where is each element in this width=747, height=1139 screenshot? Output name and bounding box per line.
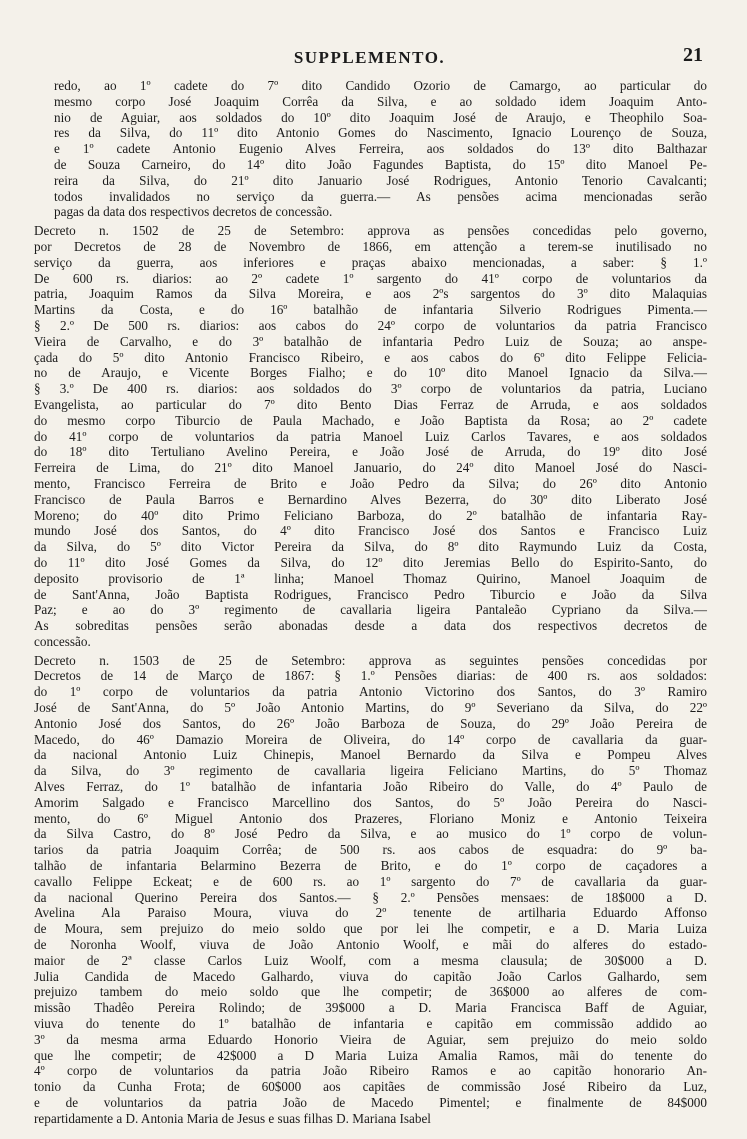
text-line: Paz; e ao do 3º regimento de cavallaria ligeira Pantaleão Cypriano da Silva.—	[34, 602, 707, 618]
text-line: de Sant'Anna, João Baptista Rodrigues, Francisco Pedro Tiburcio e João da Silva	[34, 586, 707, 602]
text-line: talhão de infantaria Belarmino Bezerra de Brito, e do 1º corpo de caçadores a	[34, 858, 707, 874]
text-line: de Souza Carneiro, do 14º dito João Fagundes Baptista, do 15º dito Manoel Pe-	[54, 156, 707, 172]
text-line: serviço da guerra, aos inferiores e praças abaixo mencionadas, a saber: § 1.º	[34, 254, 707, 270]
text-line: Decreto n. 1502 de 25 de Setembro: approva as pensões concedidas pelo governo,	[34, 223, 707, 239]
text-line: da nacional Antonio Luiz Chinepis, Manoel Bernardo da Silva e Pompeu Alves	[34, 747, 707, 763]
text-line: mesmo corpo José Joaquim Corrêa da Silva, e ao soldado idem Joaquim Anto-	[54, 93, 707, 109]
text-line: José de Sant'Anna, do 5º João Antonio Martins, do 9º Severiano da Silva, do 22º	[34, 700, 707, 716]
text-line: Evangelista, ao particular do 7º dito Bento Dias Ferraz de Arruda, e aos soldados	[34, 396, 707, 412]
text-line: 4º corpo de voluntarios da patria João Ribeiro Ramos e ao capitão honorario An-	[34, 1063, 707, 1079]
text-line: que lhe competir; de 42$000 a D Maria Luiza Amalia Ramos, mãi do tenente do	[34, 1047, 707, 1063]
text-line: Antonio José dos Santos, do 26º João Barboza de Souza, do 29º João Pereira de	[34, 715, 707, 731]
text-line: de Moura, sem prejuizo do meio soldo que por lei lhe competir, e a D. Maria Luiza	[34, 921, 707, 937]
text-line: mento, do 6º Miguel Antonio dos Prazeres, Floriano Moniz e Antonio Teixeira	[34, 810, 707, 826]
text-line: deposito provisorio de 1ª linha; Manoel Thomaz Quirino, Manoel Joaquim de	[34, 570, 707, 586]
text-line: do 11º dito José Gomes da Silva, do 12º dito Jeremias Bello do Espirito-Santo, do	[34, 554, 707, 570]
running-title: SUPPLEMENTO.	[293, 48, 446, 67]
text-line: todos invalidados no serviço da guerra.— As pensões acima mencionadas serão	[54, 188, 707, 204]
text-line: viuva do tenente do 1º batalhão de infantaria e capitão em commissão addido ao	[34, 1016, 707, 1032]
paragraph	[32, 78, 707, 220]
text-line: da Silva Castro, do 8º José Pedro da Silva, e ao musico do 1º corpo de volun-	[34, 826, 707, 842]
text-line: e 1º cadete Antonio Eugenio Alves Ferreira, aos soldados do 13º dito Balthazar	[54, 141, 707, 157]
text-line: Decreto n. 1503 de 25 de Setembro: approva as seguintes pensões concedidas por	[34, 652, 707, 668]
text-line: Amorim Salgado e Francisco Marcellino dos Santos, do 5º João Pereira do Nasci-	[34, 794, 707, 810]
paragraph	[32, 653, 707, 1127]
text-line: mundo José dos Santos, do 4º dito Francisco José dos Santos e Francisco Luiz	[34, 523, 707, 539]
text-line: missão Thadêo Pereira Rolindo; de 39$000 a D. Maria Francisca Baff de Aguiar,	[34, 1000, 707, 1016]
text-line: maior de 2ª classe Carlos Luiz Woolf, com a mesma clausula; de 30$000 a D.	[34, 952, 707, 968]
text-line: do 41º corpo de voluntarios da patria Manoel Luiz Carlos Tavares, e aos soldados	[34, 428, 707, 444]
text-line: da Silva, do 3º regimento de cavallaria ligeira Feliciano Martins, do 5º Thomaz	[34, 763, 707, 779]
text-line: concessão.	[34, 633, 91, 649]
text-line: do mesmo corpo Tiburcio de Paula Machado, e João Baptista da Rosa; ao 2º cadete	[34, 412, 707, 428]
text-line: Julia Candida de Macedo Galhardo, viuva do capitão João Carlos Galhardo, sem	[34, 968, 707, 984]
text-line: e de voluntarios da patria João de Macedo Pimentel; e finalmente de 84$000	[34, 1095, 707, 1110]
text-line: redo, ao 1º cadete do 7º dito Candido Ozorio de Camargo, ao particular do	[54, 78, 707, 93]
text-line: tarios da patria Joaquim Corrêa; de 500 rs. aos cabos de esquadra: do 9º ba-	[34, 842, 707, 858]
text-line: por Decretos de 28 de Novembro de 1866, em attenção a terem-se inutilisado no	[34, 238, 707, 254]
text-line: res da Silva, do 11º dito Antonio Gomes do Nascimento, Ignacio Lourenço de Souza,	[54, 125, 707, 141]
text-line: Martins da Costa, e do 16º batalhão de infantaria Silverio Rodrigues Pimenta.—	[34, 302, 707, 318]
text-line: Alves Ferraz, do 1º batalhão de infantaria João Ribeiro do Valle, do 4º Paulo de	[34, 779, 707, 795]
text-line: patria, Joaquim Ramos da Silva Moreira, e aos 2ºs sargentos do 3º dito Malaquias	[34, 286, 707, 302]
text-line: da Silva, do 5º dito Victor Pereira da Silva, do 8º dito Raymundo Luiz da Costa,	[34, 539, 707, 555]
text-line: De 600 rs. diarios: ao 2º cadete 1º sargento do 41º corpo de voluntarios da	[34, 270, 707, 286]
text-line: nio de Aguiar, aos soldados do 10º dito Joaquim José de Araujo, e Theophilo Soa-	[54, 109, 707, 125]
page-number: 21	[683, 44, 703, 66]
text-line: cavallo Felippe Eckeat; e de 600 rs. ao 1º sargento do 7º de cavallaria da guar-	[34, 873, 707, 889]
text-line: mento, Francisco Ferreira de Brito e João Pedro da Silva; do 26º dito Antonio	[34, 475, 707, 491]
text-line: pagas da data dos respectivos decretos de concessão.	[54, 204, 333, 220]
text-line: da nacional Querino Pereira dos Santos.— § 2.º Pensões mensaes: de 18$000 a D.	[34, 889, 707, 905]
text-line: repartidamente a D. Antonia Maria de Jesus e suas filhas D. Mariana Isabel	[34, 1110, 431, 1126]
text-line: § 3.º De 400 rs. diarios: aos soldados do 3º corpo de voluntarios da patria, Luciano	[34, 381, 707, 397]
text-line: 3º da mesma arma Eduardo Honorio Vieira de Aguiar, sem prejuizo do meio soldo	[34, 1031, 707, 1047]
text-line: reira da Silva, do 21º dito Januario José Rodrigues, Antonio Tenorio Cavalcanti;	[54, 172, 707, 188]
page-header	[32, 44, 707, 72]
text-line: prejuizo tambem do meio soldo que lhe competir; de 36$000 ao alferes de com-	[34, 984, 707, 1000]
text-line: Vieira de Carvalho, e do 3º batalhão de infantaria Pedro Luiz de Souza; ao anspe-	[34, 333, 707, 349]
text-line: no de Araujo, e Vicente Borges Fialho; e do 10º dito Manoel Ignacio da Silva.—	[34, 365, 707, 381]
text-line: de Noronha Woolf, viuva de João Antonio Woolf, e mãi do alferes do estado-	[34, 937, 707, 953]
text-line: do 1º corpo de voluntarios da patria Antonio Victorino dos Santos, do 3º Ramiro	[34, 684, 707, 700]
text-line: Avelina Ala Paraiso Moura, viuva do 2º tenente de artilharia Eduardo Affonso	[34, 905, 707, 921]
text-line: Francisco de Paula Barros e Bernardino Alves Bezerra, do 30º dito Liberato José	[34, 491, 707, 507]
text-line: As sobreditas pensões serão abonadas desde a data dos respectivos decretos de	[34, 618, 707, 634]
text-line: Decretos de 14 de Março de 1867: § 1.º Pensões diarias: de 400 rs. aos soldados:	[34, 668, 707, 684]
text-line: çada do 5º dito Antonio Francisco Ribeiro, e aos cabos do 6º dito Felippe Felicia-	[34, 349, 707, 365]
text-line: § 2.º De 500 rs. diarios: aos cabos do 24º corpo de voluntarios da patria Francisco	[34, 317, 707, 333]
text-line: tonio da Cunha Frota; de 60$000 aos capitães de commissão José Ribeiro da Luz,	[34, 1079, 707, 1095]
text-line: Ferreira de Lima, do 21º dito Manoel Januario, do 24º dito Manoel José do Nasci-	[34, 460, 707, 476]
text-line: Macedo, do 46º Damazio Moreira de Oliveira, do 14º corpo de cavallaria da guar-	[34, 731, 707, 747]
document-body	[32, 78, 707, 1127]
text-line: Moreno; do 40º dito Primo Feliciano Barboza, do 2º batalhão de infantaria Ray-	[34, 507, 707, 523]
paragraph	[32, 223, 707, 650]
text-line: do 18º dito Tertuliano Avelino Pereira, e João José de Arruda, do 19º dito José	[34, 444, 707, 460]
